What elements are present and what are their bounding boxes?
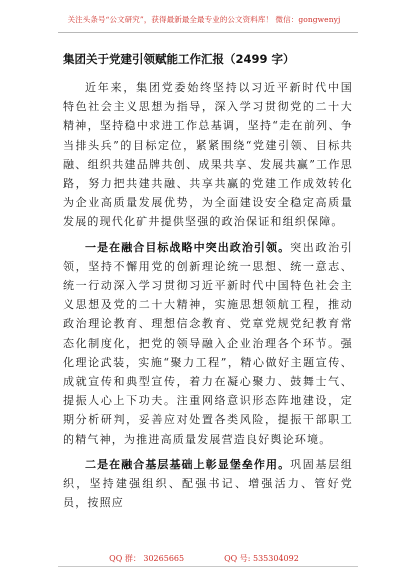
paragraph-text: 巩固基层组织，坚持建强组织、配强书记、增强活力、管好党员，按照应 bbox=[63, 457, 354, 510]
paragraph-text: 突出政治引领，坚持不懈用党的创新理论统一思想、统一意志、统一行动深入学习贯彻习近平新时代中国特色社会主义思想及党的二十大精神，实施思想领航工程，推动政治理论教育、理想信念教育、党章党规党纪教育常态化制度化，把党的领导融入企业治理各个环节。强化理论武装，实施“聚力工程”，精心做好主题宣传、成就宣传和典型宣传，着力在凝心聚力、鼓舞士气、提振人心上下功夫。注重网络意识形态阵地建设，定期分析研判，妥善应对处置各类风险，提振干部职工的精气神，为推进高质量发展营造良好舆论环境。 bbox=[63, 240, 354, 446]
paragraph-political-guidance bbox=[63, 238, 353, 449]
footer-divider bbox=[58, 566, 358, 567]
paragraph-text: 近年来，集团党委始终坚持以习近平新时代中国特色社会主义思想为指导，深入学习贯彻党的二十大精神，坚持稳中求进工作总基调，坚持“走在前列、争当排头兵”的目标定位，紧紧围绕“党建引领、目标共融、组织共建品牌共创、成果共享、发展共赢”工作思路，努力把共建共融、共享共赢的党建工作成效转化为企业高质量发展优势，为全面建设安全稳定高质量发展的现代化矿井提供坚强的政治保证和组织保障。 bbox=[63, 81, 353, 229]
paragraph-intro bbox=[63, 78, 353, 232]
footer-contact bbox=[0, 553, 408, 564]
top-banner: 关注头条号“公文研究”，获得最新最全最专业的公文资料库！ 微信：gongwenyj bbox=[67, 15, 341, 24]
header-divider bbox=[58, 32, 358, 33]
paragraph-lead: 一是在融合目标战略中突出政治引领。 bbox=[85, 240, 291, 254]
document-body bbox=[63, 78, 353, 518]
paragraph-grassroots-fortress bbox=[63, 455, 353, 513]
document-title: 集团关于党建引领赋能工作汇报（2499 字） bbox=[63, 52, 295, 66]
qq-group-label: QQ 群： 30265665 bbox=[109, 554, 185, 563]
qq-number-label: QQ 号: 535304092 bbox=[224, 554, 299, 563]
paragraph-lead: 二是在融合基层基础上彰显堡垒作用。 bbox=[85, 457, 291, 471]
